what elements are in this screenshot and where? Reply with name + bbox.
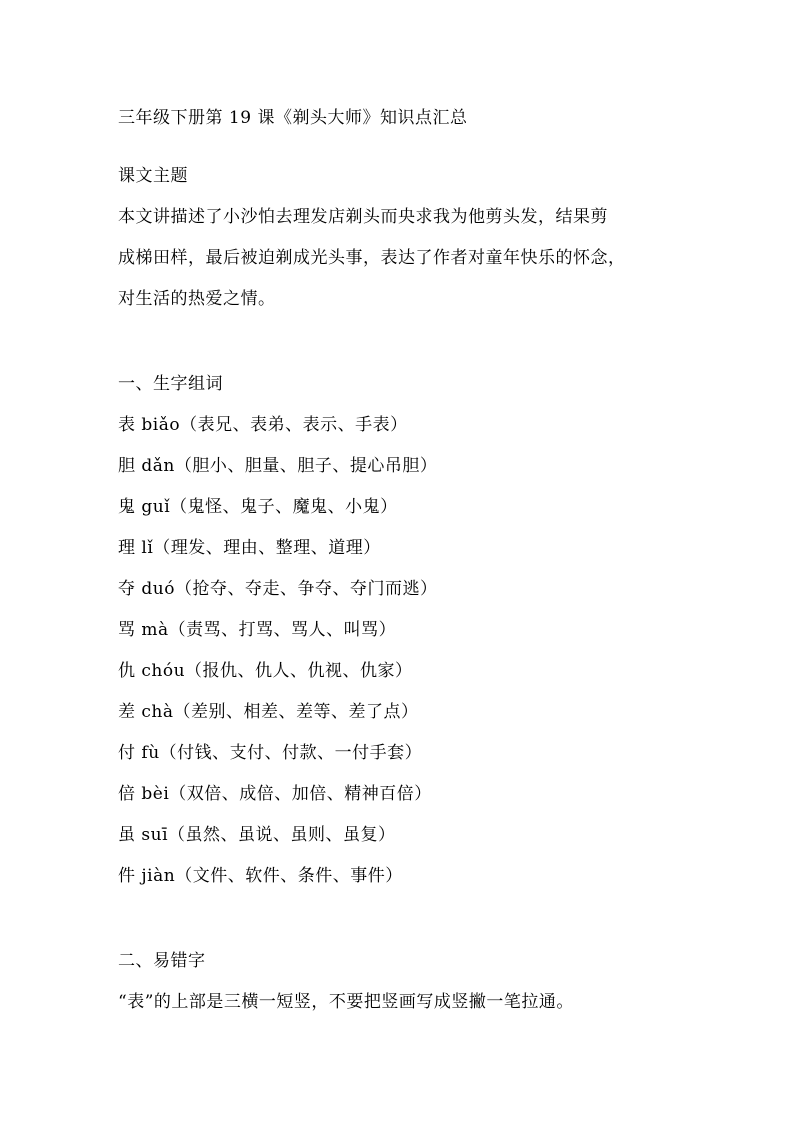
- section2-text: “表”的上部是三横一短竖，不要把竖画写成竖撇一笔拉通。: [118, 992, 574, 1012]
- theme-line-1: 本文讲描述了小沙怕去理发店剃头而央求我为他剪头发，结果剪: [118, 207, 608, 227]
- word-item: 件 jiàn（文件、软件、条件、事件）: [118, 866, 403, 886]
- word-item: 仇 chóu（报仇、仇人、仇视、仇家）: [118, 661, 413, 681]
- word-item: 骂 mà（责骂、打骂、骂人、叫骂）: [118, 620, 397, 640]
- word-item: 付 fù（付钱、支付、付款、一付手套）: [118, 743, 423, 763]
- word-item: 夺 duó（抢夺、夺走、争夺、夺门而逃）: [118, 579, 438, 599]
- theme-line-2: 成梯田样，最后被迫剃成光头事，表达了作者对童年快乐的怀念，: [118, 248, 626, 268]
- theme-heading: 课文主题: [118, 166, 188, 186]
- document-title: 三年级下册第 19 课《剃头大师》知识点汇总: [118, 108, 468, 128]
- theme-line-3: 对生活的热爱之情。: [118, 289, 276, 309]
- word-item: 倍 bèi（双倍、成倍、加倍、精神百倍）: [118, 784, 432, 804]
- word-item: 差 chà（差别、相差、差等、差了点）: [118, 702, 419, 722]
- section1-heading: 一、生字组词: [118, 374, 223, 394]
- word-item: 鬼 guǐ（鬼怪、鬼子、魔鬼、小鬼）: [118, 497, 398, 517]
- document-page: [118, 100, 678, 1023]
- word-item: 理 lǐ（理发、理由、整理、道理）: [118, 538, 381, 558]
- word-item: 虽 suī（虽然、虽说、虽则、虽复）: [118, 825, 396, 845]
- word-item: 表 biǎo（表兄、表弟、表示、手表）: [118, 415, 408, 435]
- section2-heading: 二、易错字: [118, 951, 206, 971]
- word-item: 胆 dǎn（胆小、胆量、胆子、提心吊胆）: [118, 456, 438, 476]
